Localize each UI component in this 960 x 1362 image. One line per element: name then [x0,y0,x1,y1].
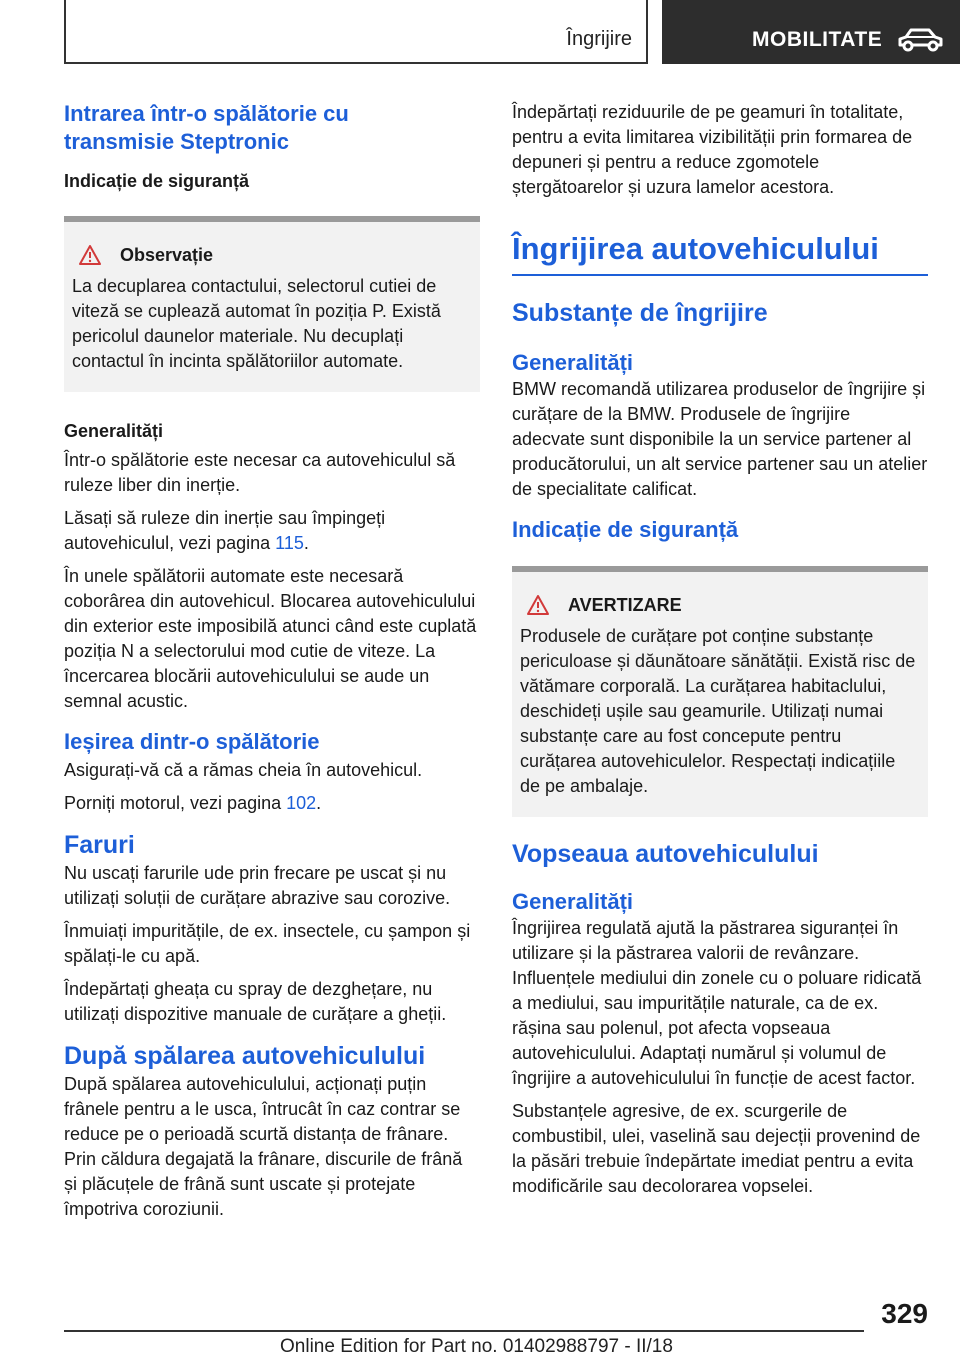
right-column [512,100,928,1199]
heading-wash-exit: Ieșirea dintr-o spălătorie [64,729,320,754]
heading-safety: Indicație de siguranță [512,517,739,542]
warning-text: Produsele de curățare pot conține substanțe periculoase și dăunătoare sănătății. Există risc de vătămare corporală. La curățarea habitaclului, deschideți ușile sau geamurile. Utilizați numai substanțe care au fost concepute pentru curățarea autovehiculelor. Respectați indicațiile de pe ambalaje. [520,626,916,796]
warning-title: AVERTIZARE [568,594,682,615]
page-link-115[interactable]: 115 [275,533,304,553]
paragraph: Îndepărtați gheața cu spray de dezghețare, nu utilizați dispozitive manuale de curățare a gheții. [64,979,447,1024]
paragraph: Într-o spălătorie este necesar ca autovehiculul să ruleze liber din inerție. [64,450,456,495]
paragraph: BMW recomandă utilizarea produselor de îngrijire și curățare de la BMW. Produsele de îngrijire adecvate sunt disponibile la un service partener al producătorului, un alt service partener sau un atelier de specialitate calificat. [512,379,928,499]
header-category-bar [662,0,960,64]
header-section: Îngrijire [566,28,632,50]
car-icon [894,27,946,53]
paragraph: În unele spălătorii automate este necesară coborârea din autovehicul. Blocarea autovehiculului din exterior este imposibilă atunci când este cuplată poziția N a selectorului mod cutie de viteze. La încercarea blocării autovehiculului se aude un semnal acustic. [64,566,477,711]
paragraph: Îngrijirea regulată ajută la păstrarea siguranței în utilizare și la păstrarea valorii de revânzare. Influențele mediului din zonele cu o poluare ridicată a mediului, sau impuritățile naturale, ca de ex. rășina sau polenul, pot afecta vopseaua autovehiculului. Adaptați numărul și volumul de îngrijire a autovehiculului în funcție de acest factor. [512,918,922,1088]
heading-paint: Vopseaua autovehiculului [512,840,819,868]
left-column [64,100,480,1222]
safety-label: Indicație de siguranță [64,171,250,191]
notice-title: Observație [120,244,214,265]
heading-after-wash: După spălarea autovehiculului [64,1042,426,1070]
heading-care-products: Substanțe de îngrijire [512,299,768,327]
paragraph: După spălarea autovehiculului, acționați puțin frânele pentru a le usca, întrucât în caz contrar se reduce pe o perioadă scurtă distanța de frânare. Prin căldura degajată la frânare, discurile de frână și plăcuțele de frână sunt uscate și protejate împotriva coroziunii. [64,1074,463,1219]
heading-general: Generalități [512,889,634,914]
page-number: 329 [881,1298,928,1329]
footer-edition: Online Edition for Part no. 01402988797 - II/18 [280,1336,673,1357]
header-frame [64,0,648,64]
paragraph: Înmuiați impuritățile, de ex. insectele, cu șampon și spălați-le cu apă. [64,921,471,966]
paragraph: Porniți motorul, vezi pagina 102. [64,793,322,813]
paragraph: Asigurați-vă că a rămas cheia în autovehicul. [64,760,423,780]
warning-triangle-icon [526,594,550,616]
footer-divider [64,1330,864,1332]
warning-triangle-icon [78,244,102,266]
warning-box [512,566,928,817]
heading-lights: Faruri [64,831,135,859]
general-label: Generalități [64,421,164,441]
heading-general: Generalități [512,350,634,375]
paragraph: Nu uscați farurile ude prin frecare pe uscat și nu utilizați soluții de curățare abrazive sau corozive. [64,863,451,908]
heading-wash-entry: Intrarea într-o spălătorie cu transmisie Steptronic [64,101,349,154]
paragraph: Lăsați să ruleze din inerție sau împingeți autovehiculul, vezi pagina 115. [64,508,386,553]
notice-box [64,216,480,392]
notice-text: La decuplarea contactului, selectorul cutiei de viteză se cuplează automat în poziția P. Există pericolul daunelor materiale. Nu decuplați contactul în incinta spălătoriilor automate. [72,276,441,371]
paragraph: Substanțele agresive, de ex. scurgerile de combustibil, ulei, vaselină sau dejecții provenind de la păsări trebuie îndepărtate imediat pentru a evita modificările sau decolorarea vopselei. [512,1101,921,1196]
heading-vehicle-care: Îngrijirea autovehiculului [512,231,879,266]
page-link-102[interactable]: 102 [286,793,317,813]
paragraph: Îndepărtați reziduurile de pe geamuri în totalitate, pentru a evita limitarea vizibilității prin formarea de depuneri și pentru a reduce zgomotele ștergătoarelor și uzura lamelor acestora. [512,102,913,197]
header-category: MOBILITATE [752,28,883,51]
